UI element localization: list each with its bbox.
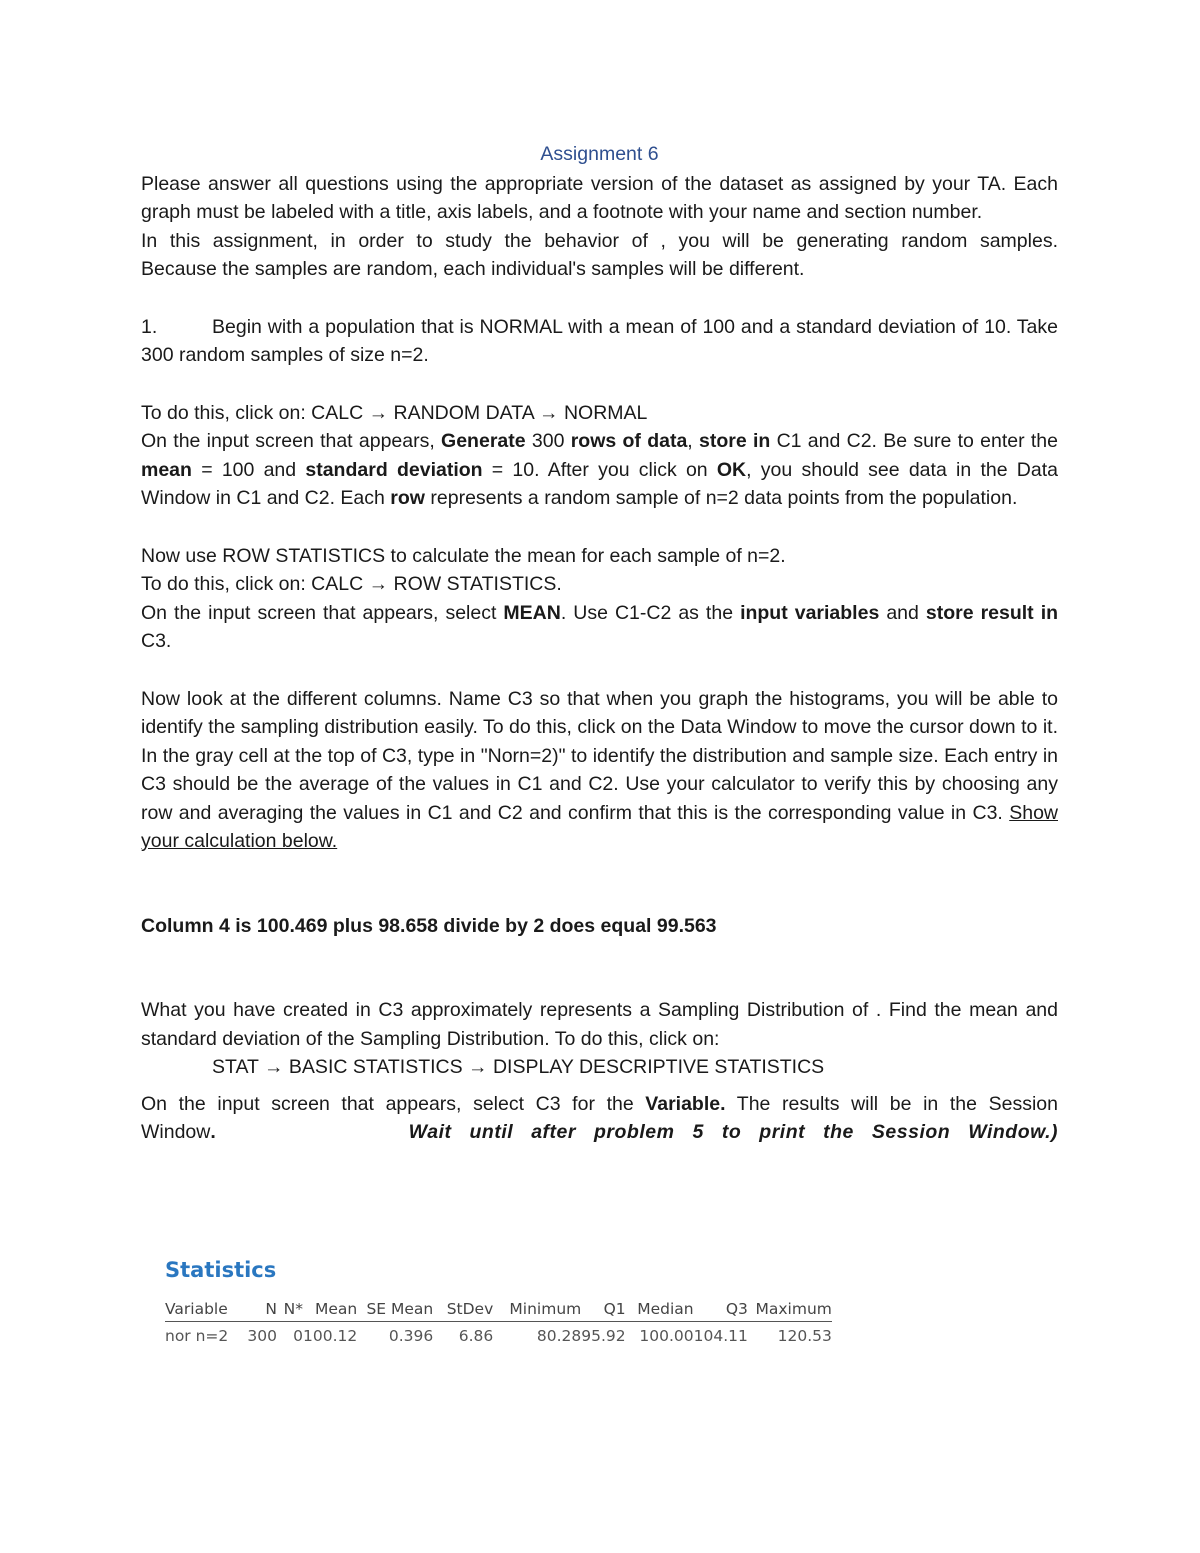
column-header: N* bbox=[277, 1298, 303, 1322]
column-header: N bbox=[241, 1298, 277, 1322]
table-cell: 300 bbox=[247, 1327, 277, 1345]
table-cell: 100.12 bbox=[303, 1327, 358, 1345]
text-span: The results will be in the Session Window bbox=[141, 1092, 1058, 1143]
results-paragraph bbox=[141, 1090, 1058, 1147]
calc-random-path: To do this, click on: CALC → RANDOM DATA → NORMAL bbox=[141, 401, 648, 424]
column-header: SE Mean bbox=[357, 1298, 433, 1322]
text-span: On the input screen that appears, select C3 for the bbox=[141, 1092, 646, 1115]
table-cell: 0 bbox=[293, 1327, 303, 1345]
columns-paragraph bbox=[141, 685, 1058, 856]
question-1 bbox=[141, 313, 1058, 370]
spacer bbox=[141, 856, 1058, 912]
bold-store-in: store in bbox=[699, 430, 771, 452]
bold-standard-deviation: standard deviation bbox=[305, 458, 483, 481]
spacer bbox=[141, 284, 1058, 313]
text-span: C1 and C2. Be sure to enter the bbox=[770, 430, 1058, 452]
column-header: Minimum bbox=[493, 1298, 581, 1322]
bold-mean: mean bbox=[141, 458, 192, 481]
underlined-instruction: Show your calculation below. bbox=[141, 801, 1058, 852]
table-cell: 120.53 bbox=[777, 1327, 832, 1345]
table-cell: 0.396 bbox=[388, 1327, 434, 1345]
bold-input-variables: input variables bbox=[740, 601, 880, 624]
column-header: Maximum bbox=[748, 1298, 832, 1322]
spacer bbox=[141, 656, 1058, 685]
column-header: Mean bbox=[303, 1298, 357, 1322]
bold-variable: Variable. bbox=[645, 1092, 726, 1115]
table-cell: 6.86 bbox=[458, 1327, 494, 1345]
statistics-table bbox=[165, 1298, 832, 1347]
table-cell: 80.28 bbox=[536, 1327, 582, 1345]
table-cell: 100.00 bbox=[639, 1327, 694, 1345]
table-cell: 104.11 bbox=[693, 1327, 748, 1345]
text-span: On the input screen that appears, bbox=[141, 430, 442, 452]
question-text: Begin with a population that is NORMAL with a mean of 100 and a standard deviation of 10. Take 300 random samples of size n=2. bbox=[141, 315, 1058, 366]
text-span: represents a random sample of n=2 data points from the population. bbox=[424, 487, 1018, 509]
text-span: , bbox=[687, 430, 699, 452]
text-span: = 10. After you click on bbox=[482, 458, 717, 481]
row-stats-path: To do this, click on: CALC → ROW STATISTICS. bbox=[141, 573, 562, 595]
intro-random-line: Because the samples are random, each individual's samples will be different. bbox=[141, 258, 805, 280]
bold-store-result-in: store result in bbox=[925, 601, 1059, 624]
text-span: 300 bbox=[525, 430, 571, 452]
page-title: Assignment 6 bbox=[540, 143, 659, 165]
table-cell: 95.92 bbox=[581, 1327, 626, 1345]
row-stats-instructions bbox=[141, 599, 1058, 656]
bold-rows-of-data: rows of data bbox=[570, 430, 688, 452]
statistics-output bbox=[165, 1258, 865, 1347]
column-header: Q3 bbox=[694, 1298, 748, 1322]
column-header: Median bbox=[626, 1298, 694, 1322]
bold-period: . bbox=[210, 1121, 216, 1143]
column-header: Q1 bbox=[581, 1298, 625, 1322]
student-answer: Column 4 is 100.469 plus 98.658 divide by 2 does equal 99.563 bbox=[141, 914, 717, 937]
text-span: C3. bbox=[141, 630, 172, 652]
bold-ok: OK bbox=[716, 458, 747, 481]
table-row bbox=[165, 1322, 832, 1348]
document-body bbox=[141, 140, 1058, 1147]
text-span: , you should see data in the Data Window in C1 and C2. Each bbox=[141, 458, 1058, 509]
text-span: Now look at the different columns. Name C3 so that when you graph the histograms, you will be able to identify the sampling distribution easily. To do this, click on the Data Window to move the cursor down to it. In the gray cell at the top of C3, type in "Norn=2)" to identify the distribution and sample size. Each entry in C3 should be the average of the values in C1 and C2. Use your calculator to verify this by choosing any row and averaging the values in C1 and C2 and confirm that this is the corresponding value in C3. bbox=[141, 687, 1058, 824]
table-header-row bbox=[165, 1298, 832, 1322]
spacer bbox=[141, 370, 1058, 399]
calc-random-instructions bbox=[141, 427, 1058, 513]
spacer bbox=[141, 513, 1058, 542]
text-span: On the input screen that appears, select bbox=[141, 601, 504, 624]
bold-mean-option: MEAN bbox=[503, 601, 561, 624]
text-span: and bbox=[879, 601, 926, 624]
stat-menu-path: STAT → BASIC STATISTICS → DISPLAY DESCRIPTIVE STATISTICS bbox=[212, 1056, 825, 1078]
column-header: StDev bbox=[433, 1298, 493, 1322]
wait-note: Wait until after problem 5 to print the Session Window.) bbox=[408, 1121, 1058, 1143]
text-span: . Use C1-C2 as the bbox=[560, 601, 741, 624]
intro-paragraph: Please answer all questions using the appropriate version of the dataset as assigned by your TA. Each graph must be labeled with a title, axis labels, and a footnote with your name and section number. bbox=[141, 172, 1058, 223]
sampling-paragraph: What you have created in C3 approximately represents a Sampling Distribution of . Find the mean and standard deviation of the Sampling Distribution. To do this, click on: bbox=[141, 999, 1058, 1050]
bold-generate: Generate bbox=[441, 430, 526, 452]
intro-behavior-line: In this assignment, in order to study the behavior of , you will be generating random samples. bbox=[141, 229, 1058, 252]
spacer bbox=[141, 940, 1058, 996]
text-span: = 100 and bbox=[191, 458, 306, 481]
spacer bbox=[141, 1082, 1058, 1090]
question-number: 1. bbox=[141, 315, 158, 338]
table-cell: nor n=2 bbox=[165, 1327, 229, 1345]
statistics-title: Statistics bbox=[165, 1258, 277, 1282]
bold-row: row bbox=[390, 487, 425, 509]
row-stats-intro: Now use ROW STATISTICS to calculate the mean for each sample of n=2. bbox=[141, 544, 786, 567]
column-header: Variable bbox=[165, 1298, 241, 1322]
